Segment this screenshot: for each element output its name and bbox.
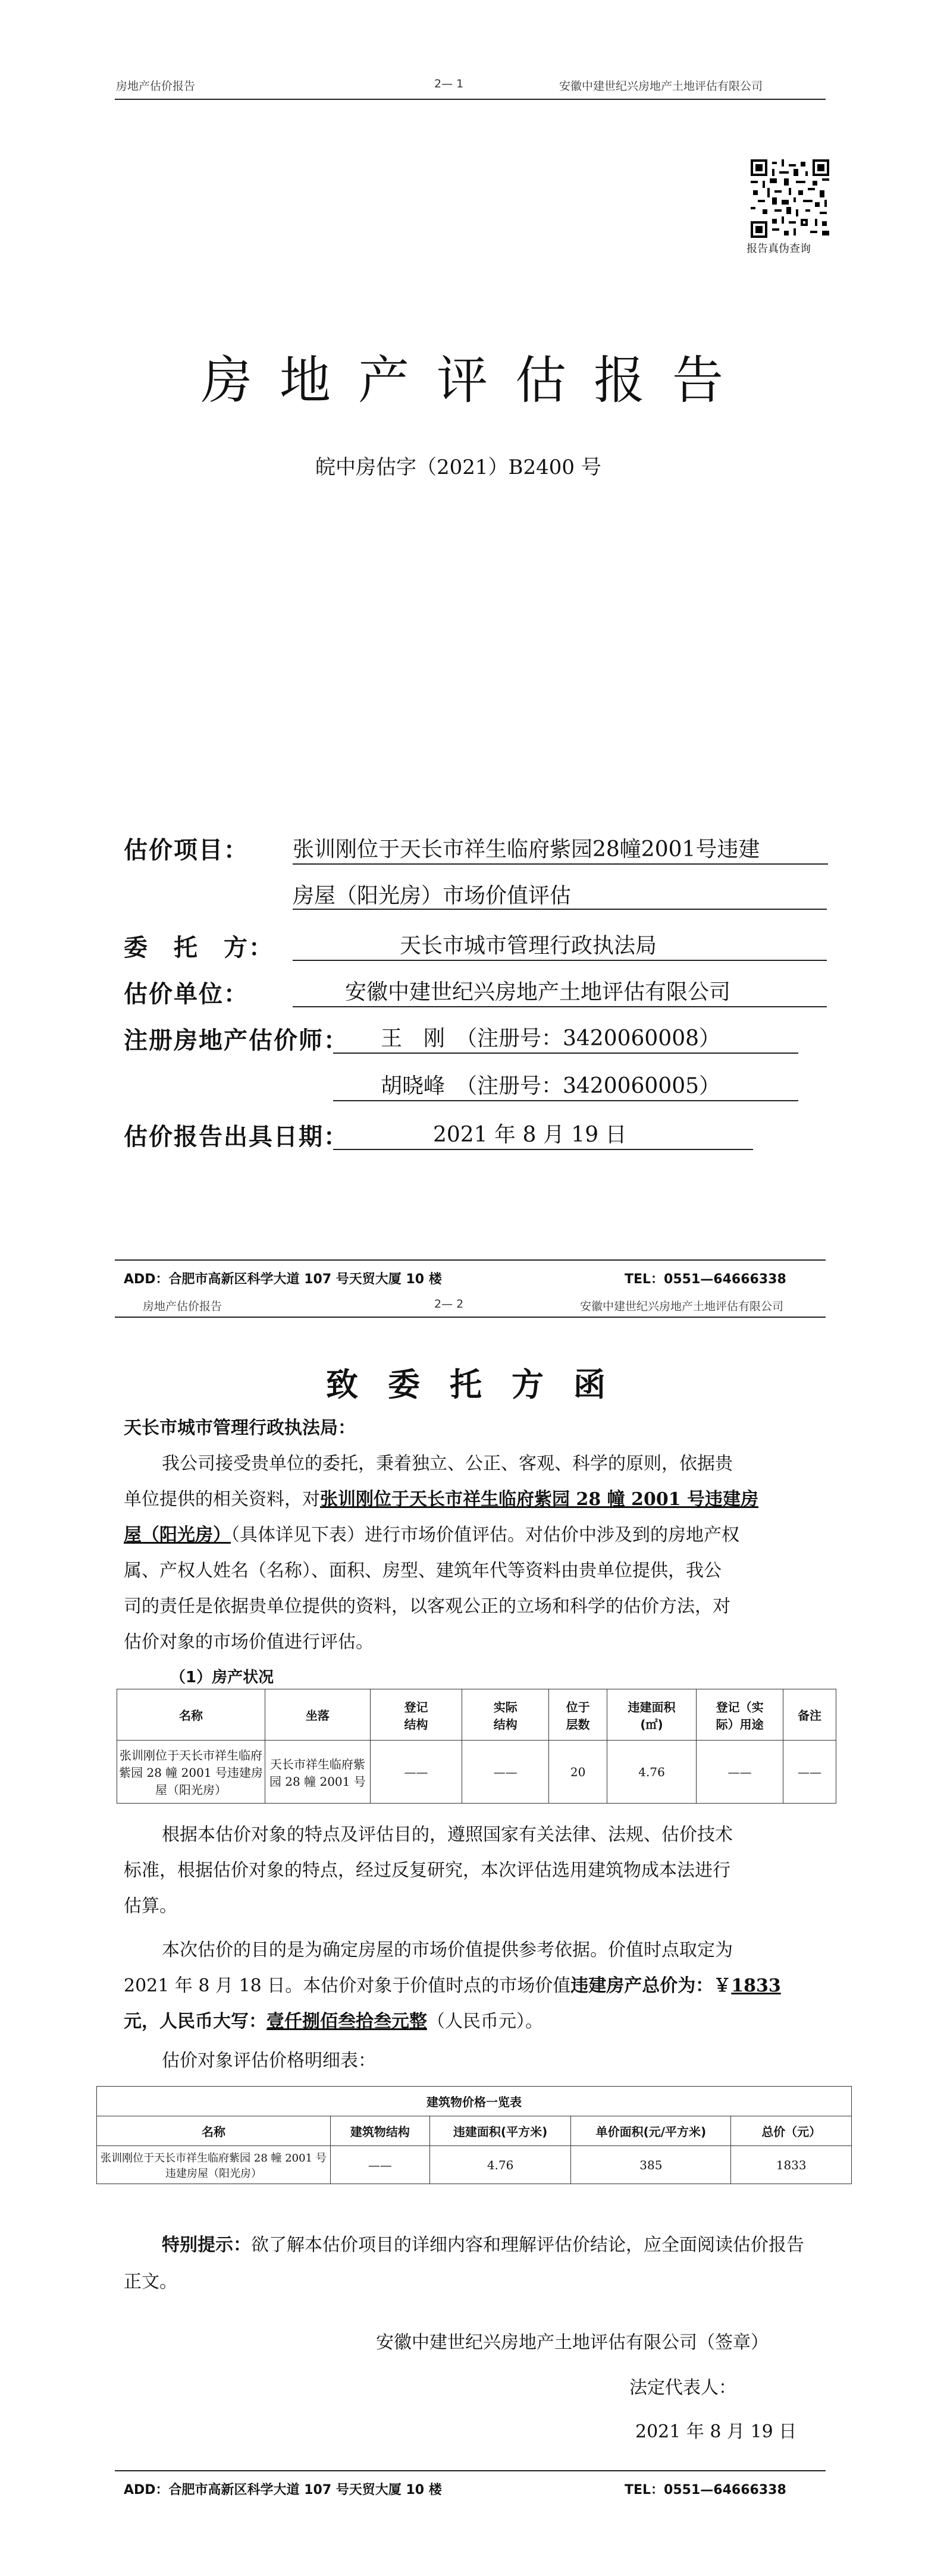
p1-line-f: 估价对象的市场价值进行评估。 xyxy=(124,1632,374,1653)
table-title: 建筑物价格一览表 xyxy=(97,2087,852,2116)
project-value-line1: 张训刚位于天长市祥生临府紫园28幢2001号违建 xyxy=(293,837,760,862)
notice-bold: 特别提示： xyxy=(162,2235,251,2255)
cell-total: 1833 xyxy=(731,2146,852,2184)
signature-date: 2021 年 8 月 19 日 xyxy=(635,2421,797,2442)
unit-value: 安徽中建世纪兴房地产土地评估有限公司 xyxy=(345,980,731,1004)
p1-c-text: （具体详见下表）进行市场价值评估。对估价中涉及到的房地产权 xyxy=(231,1525,739,1545)
building-price-table xyxy=(96,2086,852,2184)
status-heading: （1）房产状况 xyxy=(170,1669,274,1686)
header-page-number: 2— 2 xyxy=(434,1298,464,1311)
qr-code-icon xyxy=(751,159,829,238)
cell-location: 天长市祥生临府紫园 28 幢 2001 号 xyxy=(265,1741,371,1804)
table-row xyxy=(97,2146,852,2184)
date-value: 2021 年 8 月 19 日 xyxy=(433,1123,627,1147)
date-underline xyxy=(333,1149,753,1150)
p1-c-bold: 屋（阳光房） xyxy=(124,1525,231,1545)
footer-rule xyxy=(115,1259,826,1261)
project-label: 估价项目： xyxy=(124,837,249,864)
appraiser-1: 王 刚 （注册号：3420060008） xyxy=(381,1026,721,1051)
qr-caption: 报告真伪查询 xyxy=(747,243,811,255)
header-rule xyxy=(115,1317,826,1318)
p3-c-text: （人民币元）。 xyxy=(427,2011,543,2032)
footer-rule xyxy=(115,2470,826,2471)
cell-unit-price: 385 xyxy=(571,2146,731,2184)
client-value: 天长市城市管理行政执法局 xyxy=(400,934,657,958)
col-use: 登记（实 际）用途 xyxy=(697,1689,783,1741)
cell-remark: —— xyxy=(783,1741,836,1804)
date-label: 估价报告出具日期： xyxy=(124,1123,349,1151)
p1-line-e: 司的责任是依据贵单位提供的资料，以客观公正的立场和科学的估价方法，对 xyxy=(124,1596,730,1617)
p3-b-bold: 违建房产总价为：￥ xyxy=(570,1975,732,1996)
p1-b-bold: 张训刚位于天长市祥生临府紫园 28 幢 2001 号违建房 xyxy=(320,1489,759,1510)
notice-text: 欲了解本估价项目的详细内容和理解评估价结论，应全面阅读估价报告 xyxy=(251,2235,804,2255)
unit-underline xyxy=(293,1006,827,1007)
p3-line-a: 本次估价的目的是为确定房屋的市场价值提供参考依据。价值时点取定为 xyxy=(162,1940,733,1961)
document-number: 皖中房估字（2021）B2400 号 xyxy=(315,455,601,479)
header-left: 房地产估价报告 xyxy=(143,1300,222,1313)
p4-line: 估价对象评估价格明细表： xyxy=(162,2050,376,2071)
p3-line-b xyxy=(124,1968,832,2004)
cell-name: 张训刚位于天长市祥生临府紫园 28 幢 2001 号违建房屋（阳光房） xyxy=(97,2146,331,2184)
cell-reg-structure: —— xyxy=(370,1741,462,1804)
footer-tel: TEL：0551—64666338 xyxy=(625,1272,786,1287)
header-left: 房地产估价报告 xyxy=(116,80,196,93)
header-rule xyxy=(115,99,826,100)
cell-illegal-area: 4.76 xyxy=(607,1741,696,1804)
client-underline xyxy=(293,960,827,961)
col-floor: 位于 层数 xyxy=(549,1689,607,1741)
client-label: 委 托 方： xyxy=(124,934,274,962)
p1-line-c xyxy=(124,1518,832,1553)
cell-name: 张训刚位于天长市祥生临府紫园 28 幢 2001 号违建房屋（阳光房） xyxy=(117,1741,265,1804)
cell-actual-structure: —— xyxy=(462,1741,549,1804)
p2-line-c: 估算。 xyxy=(124,1896,177,1917)
project-underline-2 xyxy=(293,909,827,910)
cell-area: 4.76 xyxy=(429,2146,571,2184)
col-name: 名称 xyxy=(97,2116,331,2146)
col-actual-structure: 实际 结构 xyxy=(462,1689,549,1741)
cell-floor: 20 xyxy=(549,1741,607,1804)
appraiser-underline-1 xyxy=(333,1053,798,1054)
p3-line-c xyxy=(124,2004,832,2040)
appraiser-underline-2 xyxy=(333,1100,798,1101)
col-unit-price: 单价面积(元/平方米) xyxy=(571,2116,731,2146)
p3-b-text: 2021 年 8 月 18 日。本估价对象于价值时点的市场价值 xyxy=(124,1975,571,1996)
col-reg-structure: 登记 结构 xyxy=(370,1689,462,1741)
appraiser-2: 胡晓峰 （注册号：3420060005） xyxy=(381,1074,721,1098)
total-price-words: 壹仟捌佰叁拾叁元整 xyxy=(266,2011,427,2032)
col-name: 名称 xyxy=(117,1689,265,1741)
p1-line-b xyxy=(124,1482,832,1518)
p2-line-b: 标准，根据估价对象的特点，经过反复研究，本次评估选用建筑物成本法进行 xyxy=(124,1860,730,1881)
notice-line-b: 正文。 xyxy=(124,2272,177,2292)
header-right: 安徽中建世纪兴房地产土地评估有限公司 xyxy=(559,80,763,93)
addressee: 天长市城市管理行政执法局： xyxy=(124,1418,356,1438)
table-header-row xyxy=(97,2116,852,2146)
col-total: 总价（元） xyxy=(731,2116,852,2146)
property-status-table xyxy=(117,1689,836,1804)
cell-structure: —— xyxy=(330,2146,429,2184)
legal-representative: 法定代表人： xyxy=(629,2377,736,2398)
col-structure: 建筑物结构 xyxy=(330,2116,429,2146)
total-price-amount: 1833 xyxy=(731,1975,781,1996)
project-value-line2: 房屋（阳光房）市场价值评估 xyxy=(293,884,572,908)
p1-line-a: 我公司接受贵单位的委托，秉着独立、公正、客观、科学的原则，依据贵 xyxy=(162,1453,733,1474)
col-location: 坐落 xyxy=(265,1689,371,1741)
header-right: 安徽中建世纪兴房地产土地评估有限公司 xyxy=(580,1300,784,1313)
p3-c-bold: 元，人民币大写： xyxy=(124,2011,266,2032)
header-page-number: 2— 1 xyxy=(434,77,464,90)
p2-line-a: 根据本估价对象的特点及评估目的，遵照国家有关法律、法规、估价技术 xyxy=(162,1824,733,1845)
unit-label: 估价单位： xyxy=(124,981,249,1008)
footer-address: ADD：合肥市高新区科学大道 107 号天贸大厦 10 楼 xyxy=(124,1272,442,1287)
footer-address: ADD：合肥市高新区科学大道 107 号天贸大厦 10 楼 xyxy=(124,2483,442,2498)
table-row xyxy=(117,1741,836,1804)
company-signature: 安徽中建世纪兴房地产土地评估有限公司（签章） xyxy=(376,2332,769,2353)
paragraph-1 xyxy=(162,1446,834,1482)
project-underline-1 xyxy=(293,863,828,865)
appraiser-label: 注册房地产估价师： xyxy=(124,1027,349,1054)
table-header-row xyxy=(117,1689,836,1741)
p1-line-d: 属、产权人姓名（名称）、面积、房型、建筑年代等资料由贵单位提供，我公 xyxy=(124,1560,722,1581)
cell-use: —— xyxy=(697,1741,783,1804)
table-title-row xyxy=(97,2087,852,2116)
report-title: 房地产评估报告 xyxy=(201,351,751,410)
notice-line-a xyxy=(162,2228,834,2263)
col-remark: 备注 xyxy=(783,1689,836,1741)
p1-b-text: 单位提供的相关资料，对 xyxy=(124,1489,320,1510)
footer-tel: TEL：0551—64666338 xyxy=(625,2483,786,2498)
letter-title: 致委托方函 xyxy=(326,1365,635,1403)
col-illegal-area: 违建面积 (㎡) xyxy=(607,1689,696,1741)
col-area: 违建面积(平方米) xyxy=(429,2116,571,2146)
